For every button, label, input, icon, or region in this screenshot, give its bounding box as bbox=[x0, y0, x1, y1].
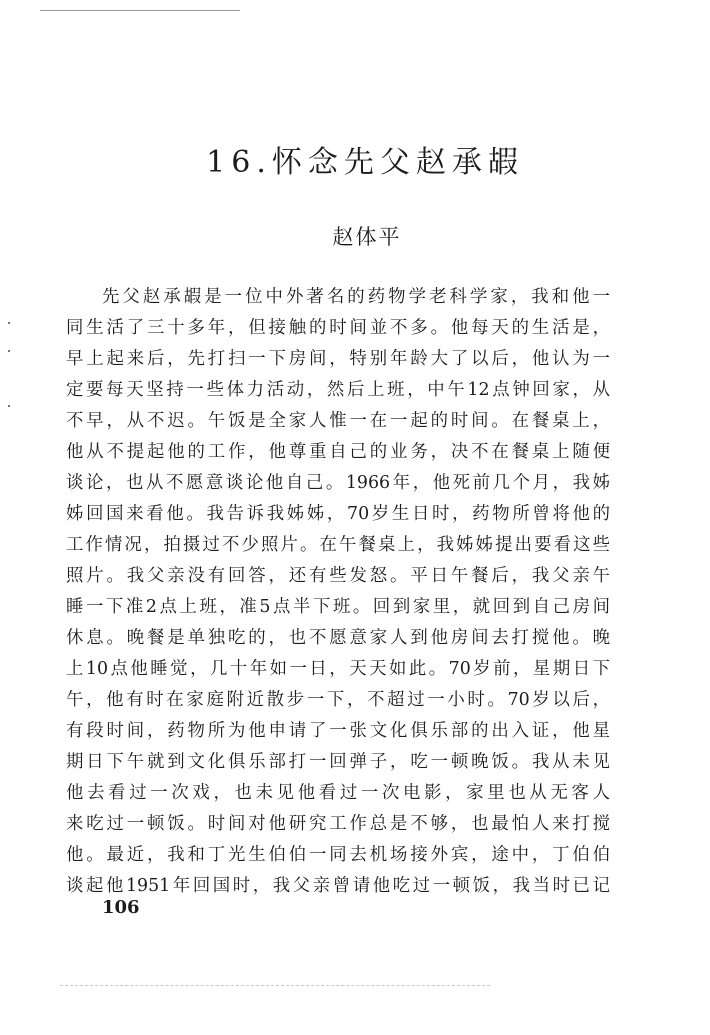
text-line: 有段时间，药物所为他申请了一张文化俱乐部的出入证，他星 bbox=[66, 721, 610, 741]
text-line: 工作情况，拍摄过不少照片。在午餐桌上，我姊姊提出要看这些 bbox=[66, 535, 610, 555]
text-line: 他。最近，我和丁光生伯伯一同去机场接外宾，途中，丁伯伯 bbox=[66, 845, 610, 865]
page-number: 106 bbox=[102, 897, 140, 918]
text-line: 谈论，也从不愿意谈论他自己。1966年，他死前几个月，我姊 bbox=[66, 473, 610, 493]
margin-mark bbox=[8, 350, 10, 352]
text-line: 休息。晚餐是单独吃的，也不愿意家人到他房间去打搅他。晚 bbox=[66, 628, 610, 648]
top-rule bbox=[40, 10, 240, 11]
text-line: 不早，从不迟。午饭是全家人惟一在一起的时间。在餐桌上， bbox=[66, 411, 610, 431]
text-line: 同生活了三十多年，但接触的时间並不多。他每天的生活是， bbox=[66, 318, 610, 338]
text-line: 姊回国来看他。我告诉我姊姊，70岁生日时，药物所曾将他的 bbox=[66, 504, 610, 524]
bottom-rule bbox=[60, 985, 490, 986]
body-text bbox=[66, 282, 610, 902]
text-line: 他从不提起他的工作，他尊重自己的业务，决不在餐桌上随便 bbox=[66, 442, 610, 462]
margin-mark bbox=[8, 322, 10, 324]
text-line: 午，他有时在家庭附近散步一下，不超过一小时。70岁以后， bbox=[66, 690, 610, 710]
text-line: 期日下午就到文化俱乐部打一回弹子，吃一顿晚饭。我从未见 bbox=[66, 752, 610, 772]
page-title: 16.怀念先父赵承嘏 bbox=[206, 145, 524, 180]
text-line: 定要每天坚持一些体力活动，然后上班，中午12点钟回家，从 bbox=[66, 380, 610, 400]
text-line: 来吃过一顿饭。时间对他研究工作总是不够，也最怕人来打搅 bbox=[66, 814, 610, 834]
text-line: 他去看过一次戏，也未见他看过一次电影，家里也从无客人 bbox=[66, 783, 610, 803]
text-line: 早上起来后，先打扫一下房间，特别年龄大了以后，他认为一 bbox=[66, 349, 610, 369]
text-line: 上10点他睡觉，几十年如一日，天天如此。70岁前，星期日下 bbox=[66, 659, 610, 679]
text-line: 照片。我父亲没有回答，还有些发怒。平日午餐后，我父亲午 bbox=[66, 566, 610, 586]
margin-mark bbox=[8, 405, 10, 407]
text-line: 谈起他1951年回国时，我父亲曾请他吃过一顿饭，我当时已记 bbox=[66, 876, 610, 896]
author-name: 赵体平 bbox=[332, 225, 402, 249]
text-line: 先父赵承嘏是一位中外著名的药物学老科学家，我和他一 bbox=[102, 287, 610, 307]
text-line: 睡一下准2点上班，准5点半下班。回到家里，就回到自己房间 bbox=[66, 597, 610, 617]
